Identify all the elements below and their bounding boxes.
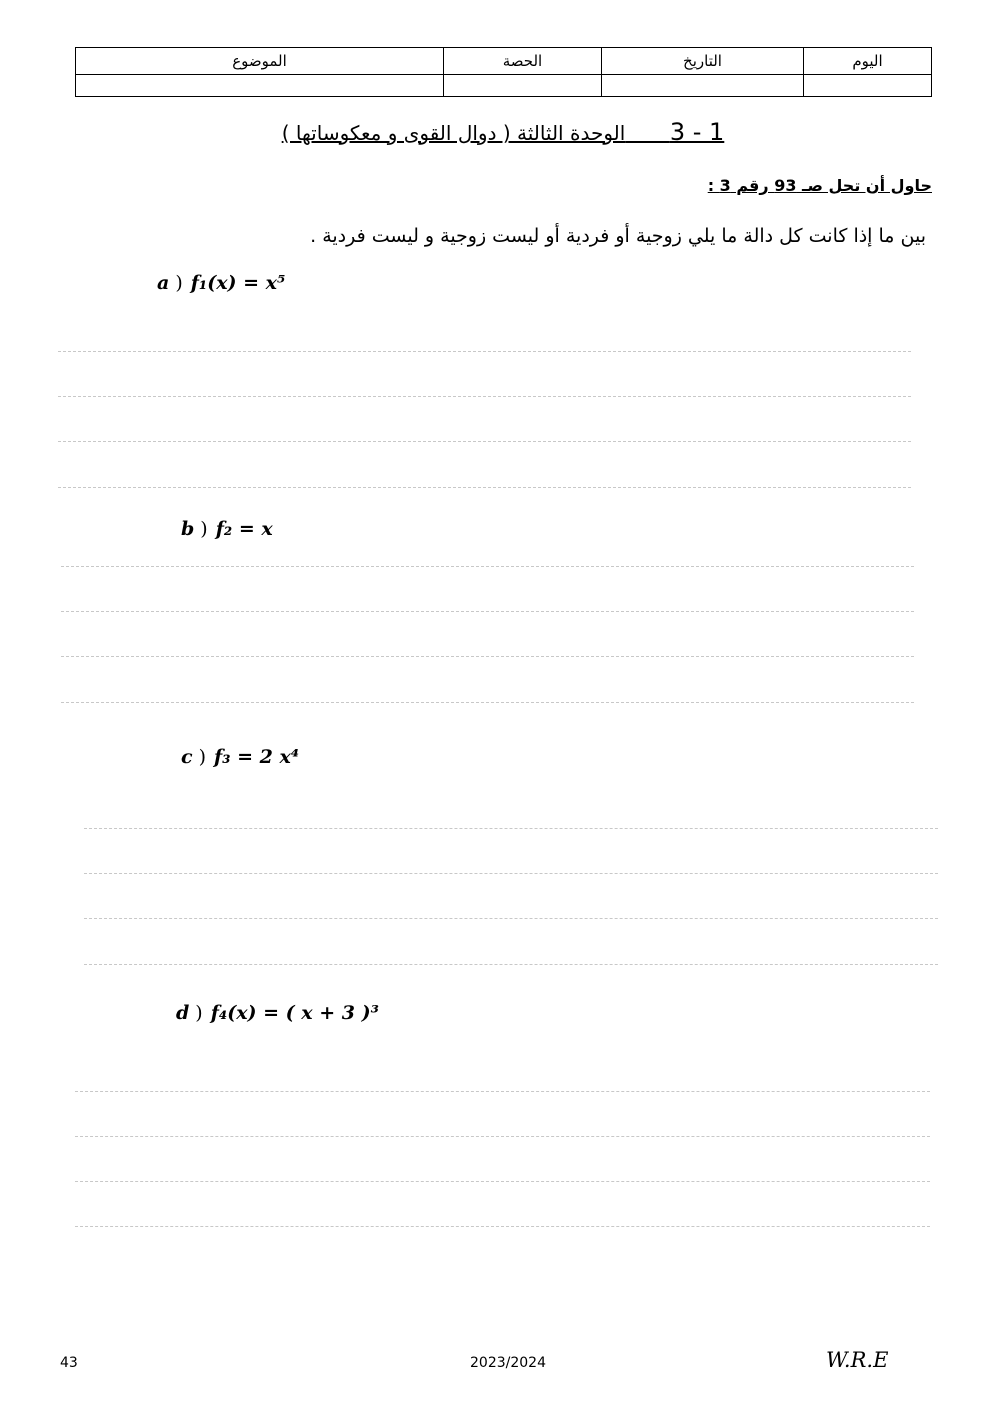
session-cell[interactable] [444, 75, 602, 97]
answer-line[interactable] [75, 1226, 930, 1227]
author-signature: W.R.E [826, 1348, 889, 1372]
answer-line[interactable] [84, 964, 938, 965]
subject-header: الموضوع [76, 48, 444, 75]
question-expression: f₂ = x [215, 518, 273, 540]
unit-number: 3 - 1 [669, 118, 725, 146]
question-label: d [176, 1002, 190, 1024]
answer-line[interactable] [84, 828, 938, 829]
page-number: 43 [60, 1355, 78, 1371]
question-label: a [157, 272, 170, 294]
question-b: b ) f₂ = x [181, 518, 273, 540]
instruction-text: بين ما إذا كانت كل دالة ما يلي زوجية أو فردية أو ليست زوجية و ليست فردية . [310, 225, 926, 247]
date-header: التاريخ [602, 48, 804, 75]
answer-line[interactable] [61, 702, 914, 703]
answer-line[interactable] [75, 1136, 930, 1137]
school-year: 2023/2024 [470, 1355, 546, 1371]
question-a: a ) f₁(x) = x⁵ [157, 272, 286, 294]
answer-line[interactable] [58, 351, 911, 352]
question-label: b [181, 518, 195, 540]
answer-line[interactable] [58, 487, 911, 488]
date-cell[interactable] [602, 75, 804, 97]
answer-line[interactable] [84, 873, 938, 874]
answer-line[interactable] [75, 1181, 930, 1182]
day-cell[interactable] [804, 75, 932, 97]
unit-title: الوحدة الثالثة ( دوال القوى و معكوساتها ) [281, 121, 626, 145]
day-header: اليوم [804, 48, 932, 75]
question-d: d ) f₄(x) = ( x + 3 )³ [176, 1002, 379, 1024]
answer-line[interactable] [75, 1091, 930, 1092]
page-title [0, 118, 992, 146]
session-header: الحصة [444, 48, 602, 75]
answer-line[interactable] [61, 566, 914, 567]
question-expression: f₄(x) = ( x + 3 )³ [210, 1002, 379, 1024]
question-expression: f₁(x) = x⁵ [190, 272, 286, 294]
answer-line[interactable] [58, 396, 911, 397]
question-c: c ) f₃ = 2 x⁴ [181, 746, 300, 768]
exercise-reference: حاول أن تحل صـ 93 رقم 3 : [707, 176, 932, 195]
answer-line[interactable] [61, 656, 914, 657]
header-table [75, 47, 932, 97]
subject-cell[interactable] [76, 75, 444, 97]
answer-line[interactable] [61, 611, 914, 612]
question-expression: f₃ = 2 x⁴ [214, 746, 300, 768]
answer-line[interactable] [84, 918, 938, 919]
question-label: c [181, 746, 193, 768]
answer-line[interactable] [58, 441, 911, 442]
